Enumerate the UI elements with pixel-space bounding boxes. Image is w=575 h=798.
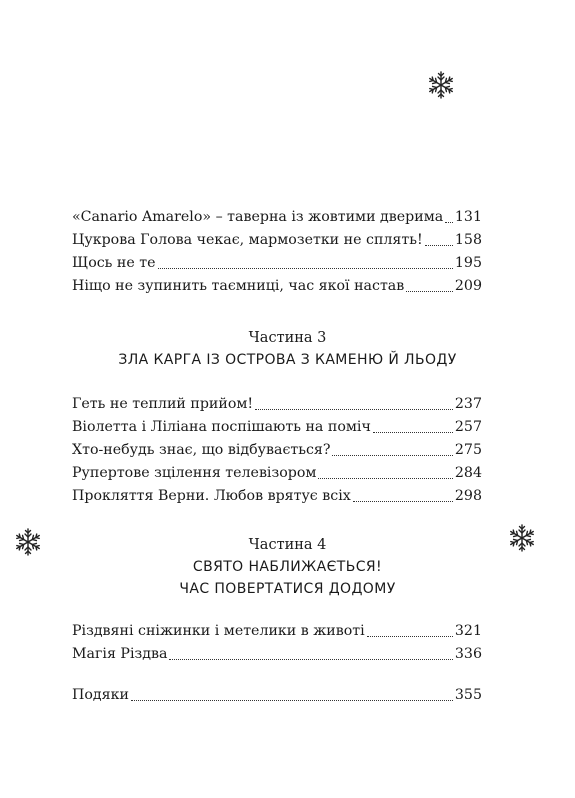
toc-group-1 <box>72 209 482 301</box>
toc-entry-page: 336 <box>454 646 482 662</box>
toc-entry-page: 158 <box>454 232 482 248</box>
toc-leader-dots <box>332 454 452 456</box>
toc-entry[interactable] <box>72 278 482 301</box>
toc-group-3 <box>72 623 482 669</box>
toc-leader-dots <box>425 244 453 246</box>
toc-entry-page: 275 <box>454 442 482 458</box>
toc-entry[interactable] <box>72 255 482 278</box>
toc-entry-page: 209 <box>454 278 482 294</box>
part-4-heading <box>0 534 575 600</box>
toc-entry[interactable] <box>72 209 482 232</box>
part-3-heading <box>0 327 575 371</box>
toc-entry-title: Цукрова Голова чекає, мармозетки не сплять! <box>72 232 423 248</box>
part-number: Частина 3 <box>248 330 327 346</box>
toc-leader-dots <box>255 408 453 410</box>
toc-group-2 <box>72 396 482 511</box>
toc-entry[interactable] <box>72 442 482 465</box>
part-number: Частина 4 <box>248 537 327 553</box>
toc-entry[interactable] <box>72 646 482 669</box>
toc-leader-dots <box>353 500 453 502</box>
toc-entry-page: 355 <box>454 687 482 703</box>
toc-entry[interactable] <box>72 419 482 442</box>
toc-entry-title: Віолетта і Ліліана поспішають на поміч <box>72 419 371 435</box>
toc-entry-page: 284 <box>454 465 482 481</box>
toc-leader-dots <box>318 477 452 479</box>
snowflake-icon <box>426 70 456 100</box>
toc-entry-page: 195 <box>454 255 482 271</box>
toc-entry-page: 298 <box>454 488 482 504</box>
toc-entry[interactable] <box>72 488 482 511</box>
toc-entry-title: Щось не те <box>72 255 156 271</box>
part-title: ЗЛА КАРГА ІЗ ОСТРОВА З КАМЕНЮ Й ЛЬОДУ <box>118 352 457 368</box>
toc-entry-page: 237 <box>454 396 482 412</box>
toc-entry-title: Магія Різдва <box>72 646 168 662</box>
toc-entry[interactable] <box>72 623 482 646</box>
toc-leader-dots <box>406 290 453 292</box>
toc-leader-dots <box>445 221 453 223</box>
toc-entry-title: Подяки <box>72 687 129 703</box>
toc-entry-page: 131 <box>454 209 482 225</box>
toc-entry-page: 321 <box>454 623 482 639</box>
toc-entry-title: Прокляття Верни. Любов врятує всіх <box>72 488 351 504</box>
toc-entry-title: Геть не теплий прийом! <box>72 396 254 412</box>
part-title-line-1: СВЯТО НАБЛИЖАЄТЬСЯ! <box>192 559 383 575</box>
toc-entry[interactable] <box>72 396 482 419</box>
toc-entry-title: Ніщо не зупинить таємниці, час якої настав <box>72 278 405 294</box>
toc-leader-dots <box>158 267 453 269</box>
toc-entry-title: Рупертове зцілення телевізором <box>72 465 317 481</box>
toc-entry-title: Різдвяні сніжинки і метелики в животі <box>72 623 365 639</box>
toc-entry-title: «Canario Amarelo» – таверна із жовтими дверима <box>72 209 444 225</box>
toc-leader-dots <box>373 431 453 433</box>
toc-entry-page: 257 <box>454 419 482 435</box>
toc-entry[interactable] <box>72 232 482 255</box>
toc-group-acknowledgements <box>72 687 482 710</box>
toc-entry-acknowledgements[interactable] <box>72 687 482 710</box>
toc-leader-dots <box>131 699 453 701</box>
toc-leader-dots <box>367 635 453 637</box>
part-title-line-2: ЧАС ПОВЕРТАТИСЯ ДОДОМУ <box>179 581 396 597</box>
toc-leader-dots <box>169 658 452 660</box>
toc-entry[interactable] <box>72 465 482 488</box>
toc-entry-title: Хто-небудь знає, що відбувається? <box>72 442 331 458</box>
